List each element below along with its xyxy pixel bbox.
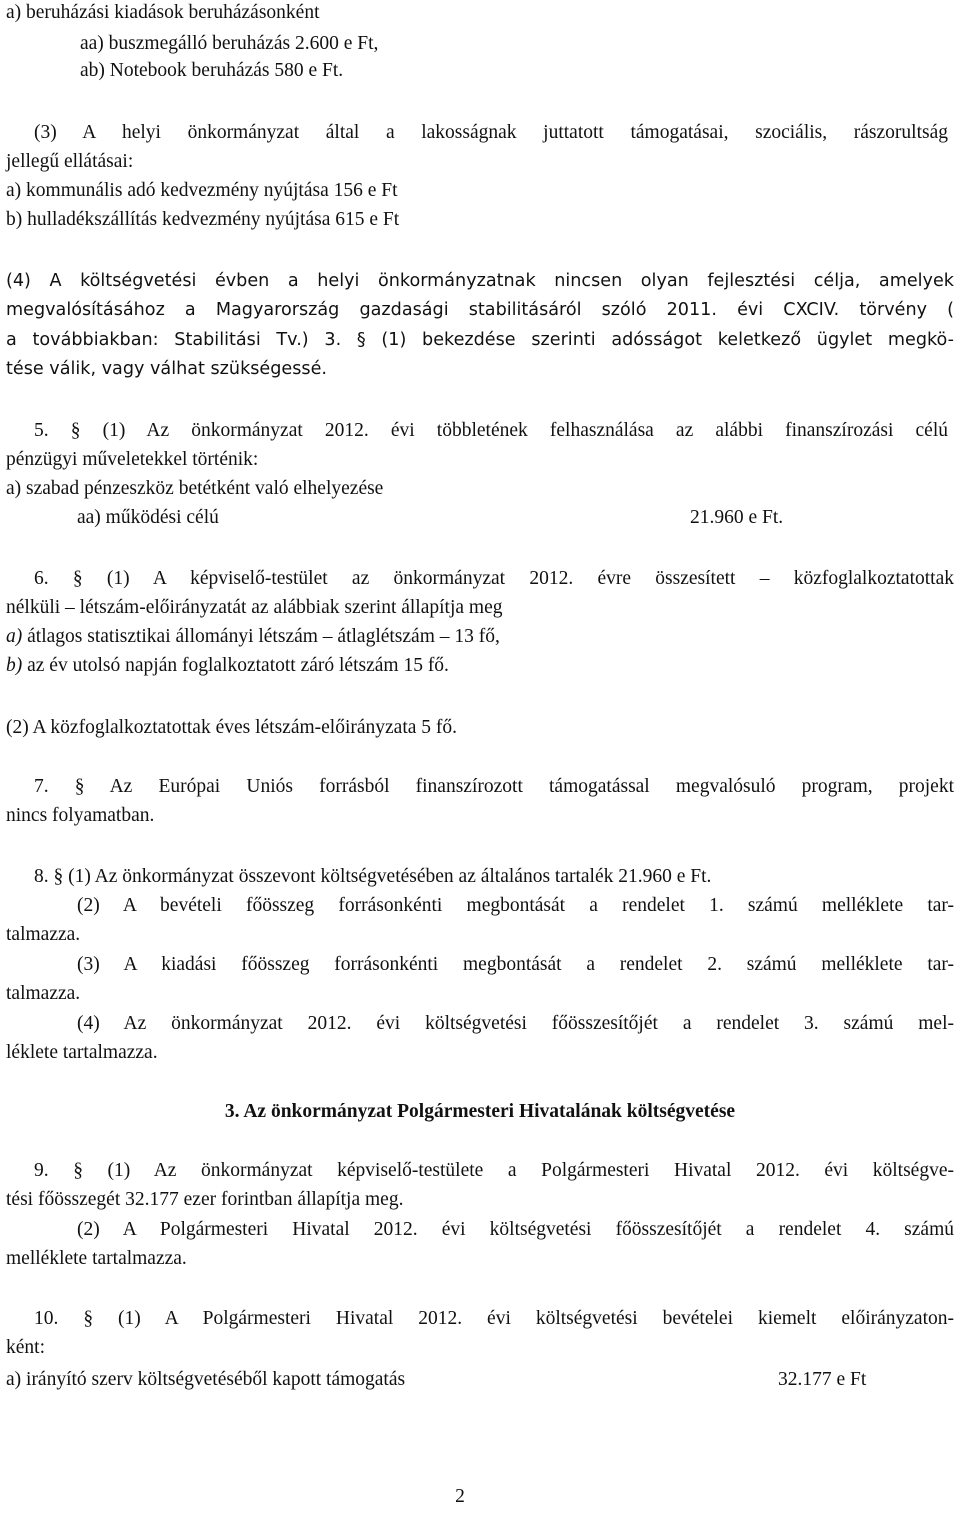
text-line: (2) A közfoglalkoztatottak éves létszám-előirányzata 5 fő.: [6, 717, 458, 738]
text-line: aa) működési célú: [77, 507, 219, 528]
amount-value: 21.960 e Ft.: [690, 507, 784, 528]
text-line: (2) A bevételi főösszeg forrásonkénti megbontását a rendelet 1. számú melléklete tar-: [77, 895, 954, 916]
paragraph-3-line-1: (3) A helyi önkormányzat által a lakosságnak juttatott támogatásai, szociális, rászorultság: [34, 122, 948, 143]
section-10-line-1: 10. § (1) A Polgármesteri Hivatal 2012. évi költségvetési bevételei kiemelt előirányzaton-: [34, 1308, 954, 1329]
text-line: a) beruházási kiadások beruházásonként: [6, 2, 320, 23]
section-8-line-1: 8. § (1) Az önkormányzat összevont költségvetésében az általános tartalék 21.960 e Ft.: [34, 866, 712, 887]
list-marker: a): [6, 626, 23, 647]
text-line: [6, 653, 449, 679]
text-line: (4) Az önkormányzat 2012. évi költségvetési főösszesítőjét a rendelet 3. számú mel-: [77, 1013, 954, 1034]
text-line: talmazza.: [6, 924, 81, 945]
section-heading: 3. Az önkormányzat Polgármesteri Hivatalának költségvetése: [224, 1101, 736, 1122]
text-line: tése válik, vagy válhat szükségessé.: [6, 359, 327, 379]
list-text: átlagos statisztikai állományi létszám – átlaglétszám – 13 fő,: [22, 626, 500, 647]
paragraph-4-line-1: (4) A költségvetési évben a helyi önkormányzatnak nincsen olyan fejlesztési célja, amelyek: [6, 271, 954, 291]
list-text: az év utolsó napján foglalkoztatott záró létszám 15 fő.: [22, 655, 449, 676]
page-number: 2: [455, 1486, 465, 1507]
text-line: a) kommunális adó kedvezmény nyújtása 156 e Ft: [6, 180, 398, 201]
section-9-line-1: 9. § (1) Az önkormányzat képviselő-testülete a Polgármesteri Hivatal 2012. évi költségve-: [34, 1160, 954, 1181]
text-line: [6, 624, 500, 650]
amount-value: 32.177 e Ft: [778, 1369, 867, 1390]
text-line: b) hulladékszállítás kedvezmény nyújtása 615 e Ft: [6, 209, 400, 230]
text-line: ab) Notebook beruházás 580 e Ft.: [80, 60, 344, 81]
text-line: megvalósításához a Magyarország gazdasági stabilitásáról szóló 2011. évi CXCIV. törvény (: [6, 300, 954, 320]
text-line: tési főösszegét 32.177 ezer forintban állapítja meg.: [6, 1189, 404, 1210]
list-marker: b): [6, 655, 23, 676]
section-5-line-1: 5. § (1) Az önkormányzat 2012. évi többletének felhasználása az alábbi finanszírozási célú: [34, 420, 948, 441]
text-line: (2) A Polgármesteri Hivatal 2012. évi költségvetési főösszesítőjét a rendelet 4. számú: [77, 1219, 954, 1240]
section-7-line-1: 7. § Az Európai Uniós forrásból finanszírozott támogatással megvalósuló program, projekt: [34, 776, 954, 797]
text-line: melléklete tartalmazza.: [6, 1248, 187, 1269]
text-line: talmazza.: [6, 983, 81, 1004]
text-line: léklete tartalmazza.: [6, 1042, 158, 1063]
text-line: aa) buszmegálló beruházás 2.600 e Ft,: [80, 33, 379, 54]
text-line: nélküli – létszám-előirányzatát az alábbiak szerint állapítja meg: [6, 597, 503, 618]
text-line: ként:: [6, 1337, 45, 1358]
text-line: (3) A kiadási főösszeg forrásonkénti megbontását a rendelet 2. számú melléklete tar-: [77, 954, 954, 975]
text-line: nincs folyamatban.: [6, 805, 155, 826]
text-line: pénzügyi műveletekkel történik:: [6, 449, 259, 470]
text-line: a továbbiakban: Stabilitási Tv.) 3. § (1) bekezdése szerinti adósságot keletkező ügylet megkö-: [6, 330, 954, 350]
section-6-line-1: 6. § (1) A képviselő-testület az önkormányzat 2012. évre összesített – közfoglalkoztatottak: [34, 568, 954, 589]
text-line: a) irányító szerv költségvetéséből kapott támogatás: [6, 1369, 406, 1390]
text-line: a) szabad pénzeszköz betétként való elhelyezése: [6, 478, 384, 499]
text-line: jellegű ellátásai:: [6, 151, 134, 172]
